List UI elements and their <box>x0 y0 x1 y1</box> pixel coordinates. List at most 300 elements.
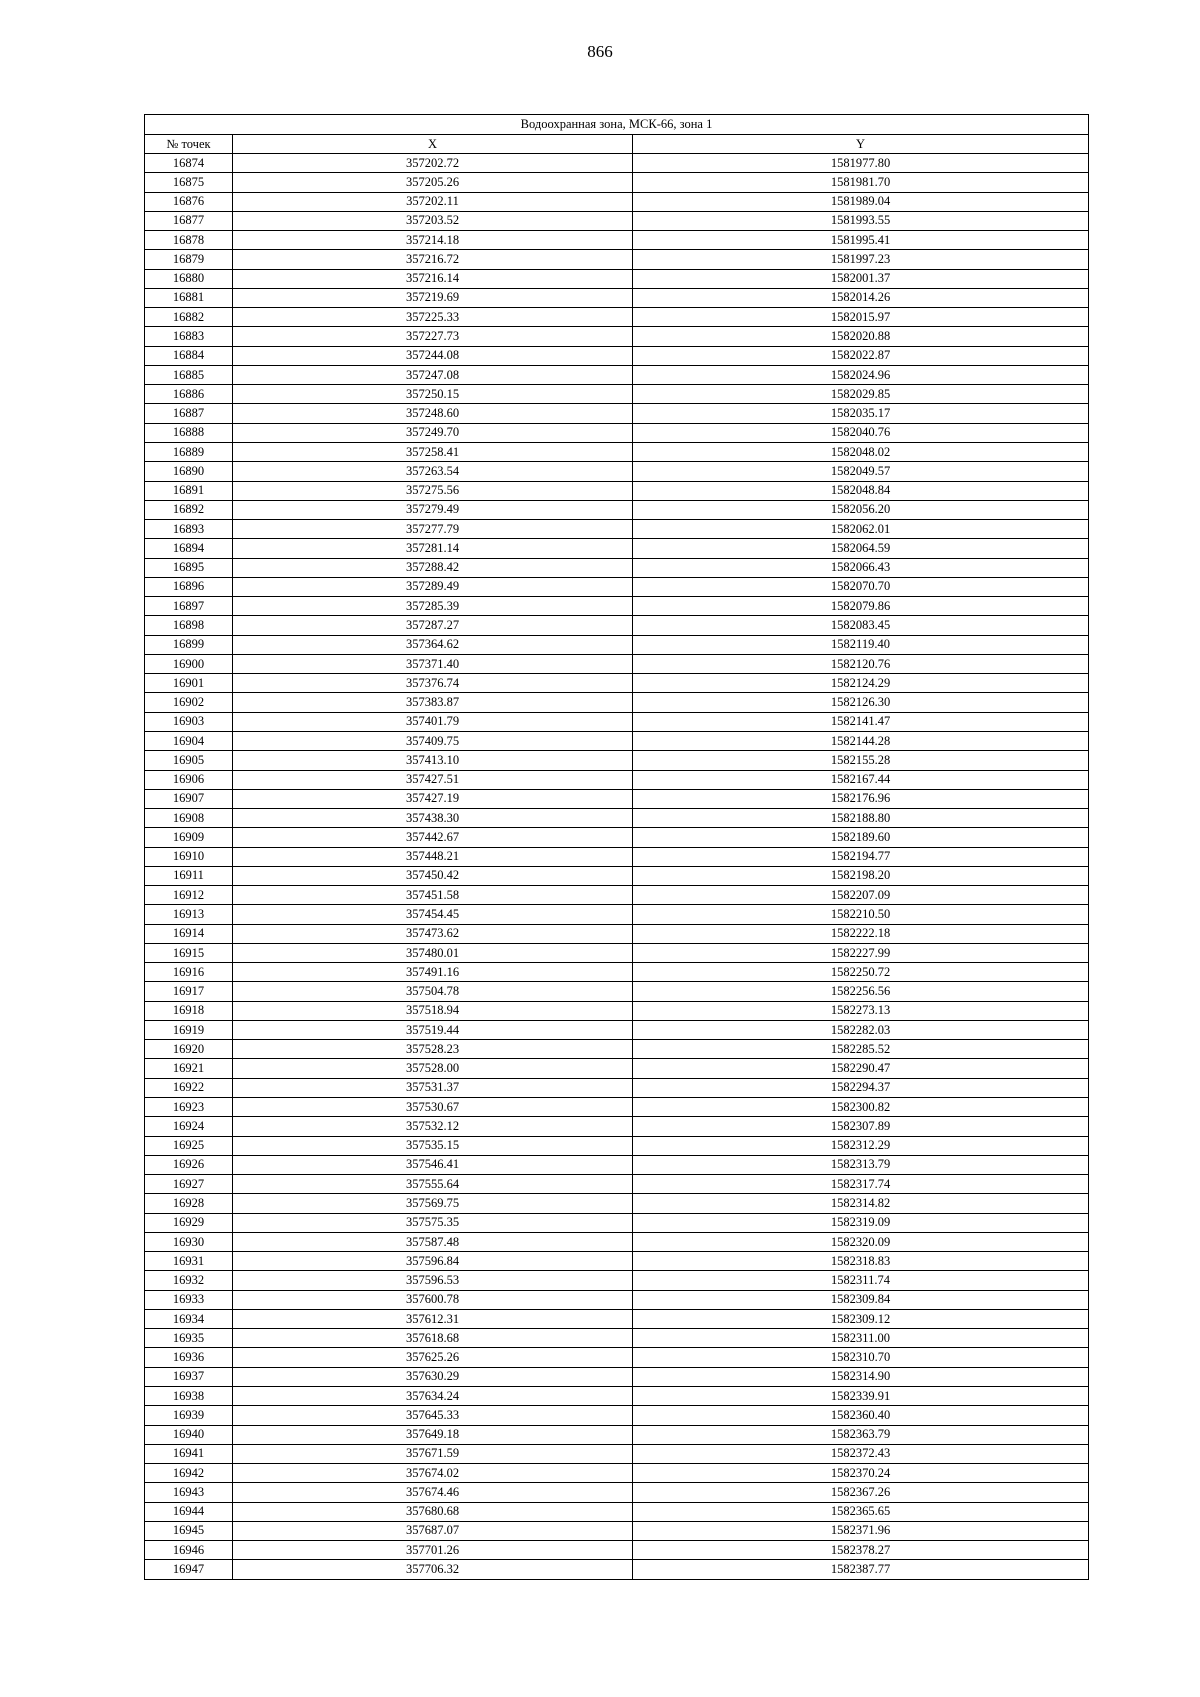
point-number-cell: 16914 <box>145 924 233 943</box>
y-coordinate-cell: 1582367.26 <box>633 1483 1089 1502</box>
table-row <box>145 481 1089 500</box>
x-coordinate-cell: 357376.74 <box>233 674 633 693</box>
point-number-cell: 16894 <box>145 539 233 558</box>
point-number-cell: 16929 <box>145 1213 233 1232</box>
point-number-cell: 16942 <box>145 1464 233 1483</box>
table-row <box>145 1309 1089 1328</box>
y-coordinate-cell: 1582227.99 <box>633 943 1089 962</box>
x-coordinate-cell: 357448.21 <box>233 847 633 866</box>
table-row <box>145 693 1089 712</box>
point-number-cell: 16922 <box>145 1078 233 1097</box>
table-row <box>145 327 1089 346</box>
point-number-cell: 16945 <box>145 1521 233 1540</box>
x-coordinate-cell: 357531.37 <box>233 1078 633 1097</box>
table-row <box>145 462 1089 481</box>
table-title-row <box>145 115 1089 135</box>
point-number-cell: 16928 <box>145 1194 233 1213</box>
y-coordinate-cell: 1582020.88 <box>633 327 1089 346</box>
x-coordinate-cell: 357600.78 <box>233 1290 633 1309</box>
table-row <box>145 520 1089 539</box>
point-number-cell: 16893 <box>145 520 233 539</box>
y-coordinate-cell: 1582273.13 <box>633 1001 1089 1020</box>
y-coordinate-cell: 1582124.29 <box>633 674 1089 693</box>
y-coordinate-cell: 1582285.52 <box>633 1040 1089 1059</box>
table-row <box>145 982 1089 1001</box>
x-coordinate-cell: 357371.40 <box>233 654 633 673</box>
table-row <box>145 1290 1089 1309</box>
x-coordinate-cell: 357575.35 <box>233 1213 633 1232</box>
point-number-cell: 16883 <box>145 327 233 346</box>
x-coordinate-cell: 357247.08 <box>233 365 633 384</box>
point-number-cell: 16895 <box>145 558 233 577</box>
x-coordinate-cell: 357277.79 <box>233 520 633 539</box>
table-row <box>145 1117 1089 1136</box>
x-coordinate-cell: 357202.72 <box>233 154 633 173</box>
y-coordinate-cell: 1582300.82 <box>633 1098 1089 1117</box>
x-coordinate-cell: 357219.69 <box>233 288 633 307</box>
table-row <box>145 847 1089 866</box>
point-number-cell: 16934 <box>145 1309 233 1328</box>
x-coordinate-cell: 357649.18 <box>233 1425 633 1444</box>
y-coordinate-cell: 1582311.74 <box>633 1271 1089 1290</box>
x-coordinate-cell: 357618.68 <box>233 1329 633 1348</box>
y-coordinate-cell: 1582309.12 <box>633 1309 1089 1328</box>
y-coordinate-cell: 1582015.97 <box>633 308 1089 327</box>
point-number-cell: 16938 <box>145 1387 233 1406</box>
point-number-cell: 16890 <box>145 462 233 481</box>
point-number-cell: 16923 <box>145 1098 233 1117</box>
x-coordinate-cell: 357281.14 <box>233 539 633 558</box>
table-row <box>145 288 1089 307</box>
x-coordinate-cell: 357364.62 <box>233 635 633 654</box>
y-coordinate-cell: 1582371.96 <box>633 1521 1089 1540</box>
table-row <box>145 192 1089 211</box>
table-row <box>145 1136 1089 1155</box>
x-coordinate-cell: 357205.26 <box>233 173 633 192</box>
y-coordinate-cell: 1582317.74 <box>633 1175 1089 1194</box>
point-number-cell: 16896 <box>145 577 233 596</box>
point-number-cell: 16887 <box>145 404 233 423</box>
point-number-cell: 16898 <box>145 616 233 635</box>
point-number-cell: 16877 <box>145 211 233 230</box>
table-row <box>145 1464 1089 1483</box>
y-coordinate-cell: 1582290.47 <box>633 1059 1089 1078</box>
y-coordinate-cell: 1582079.86 <box>633 597 1089 616</box>
y-coordinate-cell: 1582048.02 <box>633 442 1089 461</box>
table-row <box>145 154 1089 173</box>
y-coordinate-cell: 1582024.96 <box>633 365 1089 384</box>
x-coordinate-cell: 357612.31 <box>233 1309 633 1328</box>
x-coordinate-cell: 357634.24 <box>233 1387 633 1406</box>
table-row <box>145 231 1089 250</box>
x-coordinate-cell: 357427.19 <box>233 789 633 808</box>
table-row <box>145 886 1089 905</box>
table-row <box>145 173 1089 192</box>
y-coordinate-cell: 1582066.43 <box>633 558 1089 577</box>
point-number-cell: 16936 <box>145 1348 233 1367</box>
table-row <box>145 654 1089 673</box>
coordinates-table <box>144 114 1089 1580</box>
table-row <box>145 616 1089 635</box>
table-row <box>145 1194 1089 1213</box>
y-coordinate-cell: 1581993.55 <box>633 211 1089 230</box>
y-coordinate-cell: 1582188.80 <box>633 809 1089 828</box>
table-row <box>145 1232 1089 1251</box>
x-coordinate-cell: 357528.23 <box>233 1040 633 1059</box>
point-number-cell: 16897 <box>145 597 233 616</box>
y-coordinate-cell: 1582282.03 <box>633 1020 1089 1039</box>
point-number-cell: 16879 <box>145 250 233 269</box>
table-row <box>145 674 1089 693</box>
table-row <box>145 1387 1089 1406</box>
x-coordinate-cell: 357401.79 <box>233 712 633 731</box>
table-body <box>145 154 1089 1580</box>
y-coordinate-cell: 1582318.83 <box>633 1252 1089 1271</box>
column-header-x: X <box>233 135 633 154</box>
y-coordinate-cell: 1582307.89 <box>633 1117 1089 1136</box>
y-coordinate-cell: 1582294.37 <box>633 1078 1089 1097</box>
point-number-cell: 16935 <box>145 1329 233 1348</box>
x-coordinate-cell: 357519.44 <box>233 1020 633 1039</box>
y-coordinate-cell: 1582014.26 <box>633 288 1089 307</box>
x-coordinate-cell: 357555.64 <box>233 1175 633 1194</box>
table-row <box>145 1059 1089 1078</box>
table-row <box>145 731 1089 750</box>
x-coordinate-cell: 357248.60 <box>233 404 633 423</box>
table-row <box>145 269 1089 288</box>
x-coordinate-cell: 357687.07 <box>233 1521 633 1540</box>
x-coordinate-cell: 357480.01 <box>233 943 633 962</box>
table-row <box>145 1329 1089 1348</box>
point-number-cell: 16905 <box>145 751 233 770</box>
y-coordinate-cell: 1582372.43 <box>633 1444 1089 1463</box>
table-row <box>145 346 1089 365</box>
x-coordinate-cell: 357427.51 <box>233 770 633 789</box>
table-row <box>145 1502 1089 1521</box>
table-row <box>145 1155 1089 1174</box>
x-coordinate-cell: 357450.42 <box>233 866 633 885</box>
table-row <box>145 500 1089 519</box>
point-number-cell: 16926 <box>145 1155 233 1174</box>
y-coordinate-cell: 1582314.90 <box>633 1367 1089 1386</box>
y-coordinate-cell: 1581995.41 <box>633 231 1089 250</box>
table-row <box>145 905 1089 924</box>
y-coordinate-cell: 1582360.40 <box>633 1406 1089 1425</box>
x-coordinate-cell: 357249.70 <box>233 423 633 442</box>
y-coordinate-cell: 1582319.09 <box>633 1213 1089 1232</box>
point-number-cell: 16891 <box>145 481 233 500</box>
x-coordinate-cell: 357528.00 <box>233 1059 633 1078</box>
x-coordinate-cell: 357630.29 <box>233 1367 633 1386</box>
x-coordinate-cell: 357203.52 <box>233 211 633 230</box>
x-coordinate-cell: 357442.67 <box>233 828 633 847</box>
point-number-cell: 16882 <box>145 308 233 327</box>
page-number: 866 <box>587 42 613 61</box>
point-number-cell: 16884 <box>145 346 233 365</box>
table-row <box>145 924 1089 943</box>
point-number-cell: 16876 <box>145 192 233 211</box>
y-coordinate-cell: 1582256.56 <box>633 982 1089 1001</box>
y-coordinate-cell: 1582029.85 <box>633 385 1089 404</box>
point-number-cell: 16947 <box>145 1560 233 1579</box>
y-coordinate-cell: 1582064.59 <box>633 539 1089 558</box>
table-row <box>145 828 1089 847</box>
table-row <box>145 1521 1089 1540</box>
table-head <box>145 115 1089 154</box>
point-number-cell: 16911 <box>145 866 233 885</box>
table-row <box>145 1213 1089 1232</box>
point-number-cell: 16921 <box>145 1059 233 1078</box>
point-number-cell: 16939 <box>145 1406 233 1425</box>
point-number-cell: 16875 <box>145 173 233 192</box>
y-coordinate-cell: 1582141.47 <box>633 712 1089 731</box>
x-coordinate-cell: 357227.73 <box>233 327 633 346</box>
y-coordinate-cell: 1582314.82 <box>633 1194 1089 1213</box>
table-row <box>145 1367 1089 1386</box>
table-row <box>145 789 1089 808</box>
table-row <box>145 770 1089 789</box>
x-coordinate-cell: 357454.45 <box>233 905 633 924</box>
point-number-cell: 16900 <box>145 654 233 673</box>
x-coordinate-cell: 357279.49 <box>233 500 633 519</box>
point-number-cell: 16912 <box>145 886 233 905</box>
y-coordinate-cell: 1582176.96 <box>633 789 1089 808</box>
x-coordinate-cell: 357244.08 <box>233 346 633 365</box>
table-row <box>145 442 1089 461</box>
y-coordinate-cell: 1582049.57 <box>633 462 1089 481</box>
point-number-cell: 16920 <box>145 1040 233 1059</box>
y-coordinate-cell: 1582207.09 <box>633 886 1089 905</box>
x-coordinate-cell: 357546.41 <box>233 1155 633 1174</box>
y-coordinate-cell: 1582070.70 <box>633 577 1089 596</box>
table-row <box>145 597 1089 616</box>
y-coordinate-cell: 1582022.87 <box>633 346 1089 365</box>
point-number-cell: 16903 <box>145 712 233 731</box>
x-coordinate-cell: 357285.39 <box>233 597 633 616</box>
y-coordinate-cell: 1582198.20 <box>633 866 1089 885</box>
point-number-cell: 16941 <box>145 1444 233 1463</box>
table-row <box>145 1252 1089 1271</box>
point-number-cell: 16946 <box>145 1541 233 1560</box>
point-number-cell: 16918 <box>145 1001 233 1020</box>
table-row <box>145 1271 1089 1290</box>
table-row <box>145 539 1089 558</box>
y-coordinate-cell: 1582083.45 <box>633 616 1089 635</box>
table-row <box>145 1078 1089 1097</box>
point-number-cell: 16885 <box>145 365 233 384</box>
point-number-cell: 16915 <box>145 943 233 962</box>
y-coordinate-cell: 1582312.29 <box>633 1136 1089 1155</box>
y-coordinate-cell: 1582387.77 <box>633 1560 1089 1579</box>
x-coordinate-cell: 357289.49 <box>233 577 633 596</box>
x-coordinate-cell: 357518.94 <box>233 1001 633 1020</box>
x-coordinate-cell: 357674.02 <box>233 1464 633 1483</box>
x-coordinate-cell: 357438.30 <box>233 809 633 828</box>
x-coordinate-cell: 357383.87 <box>233 693 633 712</box>
point-number-cell: 16908 <box>145 809 233 828</box>
table-row <box>145 635 1089 654</box>
point-number-cell: 16902 <box>145 693 233 712</box>
point-number-cell: 16944 <box>145 1502 233 1521</box>
table-row <box>145 1175 1089 1194</box>
point-number-cell: 16943 <box>145 1483 233 1502</box>
x-coordinate-cell: 357202.11 <box>233 192 633 211</box>
y-coordinate-cell: 1582210.50 <box>633 905 1089 924</box>
table-row <box>145 558 1089 577</box>
y-coordinate-cell: 1582378.27 <box>633 1541 1089 1560</box>
table-row <box>145 1040 1089 1059</box>
point-number-cell: 16925 <box>145 1136 233 1155</box>
table-row <box>145 423 1089 442</box>
x-coordinate-cell: 357451.58 <box>233 886 633 905</box>
table-row <box>145 1483 1089 1502</box>
x-coordinate-cell: 357413.10 <box>233 751 633 770</box>
point-number-cell: 16927 <box>145 1175 233 1194</box>
y-coordinate-cell: 1582126.30 <box>633 693 1089 712</box>
table-row <box>145 866 1089 885</box>
table-row <box>145 1541 1089 1560</box>
point-number-cell: 16874 <box>145 154 233 173</box>
y-coordinate-cell: 1581989.04 <box>633 192 1089 211</box>
y-coordinate-cell: 1582035.17 <box>633 404 1089 423</box>
table-row <box>145 365 1089 384</box>
x-coordinate-cell: 357473.62 <box>233 924 633 943</box>
x-coordinate-cell: 357625.26 <box>233 1348 633 1367</box>
table-row <box>145 943 1089 962</box>
table-row <box>145 1406 1089 1425</box>
y-coordinate-cell: 1582189.60 <box>633 828 1089 847</box>
x-coordinate-cell: 357250.15 <box>233 385 633 404</box>
table-row <box>145 1001 1089 1020</box>
point-number-cell: 16881 <box>145 288 233 307</box>
point-number-cell: 16910 <box>145 847 233 866</box>
y-coordinate-cell: 1582310.70 <box>633 1348 1089 1367</box>
y-coordinate-cell: 1582056.20 <box>633 500 1089 519</box>
x-coordinate-cell: 357275.56 <box>233 481 633 500</box>
y-coordinate-cell: 1582370.24 <box>633 1464 1089 1483</box>
point-number-cell: 16899 <box>145 635 233 654</box>
point-number-cell: 16917 <box>145 982 233 1001</box>
x-coordinate-cell: 357674.46 <box>233 1483 633 1502</box>
table-row <box>145 963 1089 982</box>
point-number-cell: 16931 <box>145 1252 233 1271</box>
x-coordinate-cell: 357216.14 <box>233 269 633 288</box>
point-number-cell: 16892 <box>145 500 233 519</box>
y-coordinate-cell: 1581977.80 <box>633 154 1089 173</box>
x-coordinate-cell: 357596.84 <box>233 1252 633 1271</box>
y-coordinate-cell: 1582194.77 <box>633 847 1089 866</box>
y-coordinate-cell: 1582040.76 <box>633 423 1089 442</box>
point-number-cell: 16937 <box>145 1367 233 1386</box>
x-coordinate-cell: 357671.59 <box>233 1444 633 1463</box>
y-coordinate-cell: 1582001.37 <box>633 269 1089 288</box>
table-row <box>145 1444 1089 1463</box>
y-coordinate-cell: 1582155.28 <box>633 751 1089 770</box>
x-coordinate-cell: 357532.12 <box>233 1117 633 1136</box>
y-coordinate-cell: 1582144.28 <box>633 731 1089 750</box>
point-number-cell: 16878 <box>145 231 233 250</box>
x-coordinate-cell: 357706.32 <box>233 1560 633 1579</box>
x-coordinate-cell: 357491.16 <box>233 963 633 982</box>
point-number-cell: 16916 <box>145 963 233 982</box>
column-header-y: Y <box>633 135 1089 154</box>
y-coordinate-cell: 1582048.84 <box>633 481 1089 500</box>
table-row <box>145 809 1089 828</box>
table-row <box>145 404 1089 423</box>
table-row <box>145 211 1089 230</box>
x-coordinate-cell: 357225.33 <box>233 308 633 327</box>
x-coordinate-cell: 357258.41 <box>233 442 633 461</box>
y-coordinate-cell: 1582062.01 <box>633 520 1089 539</box>
table-row <box>145 712 1089 731</box>
x-coordinate-cell: 357409.75 <box>233 731 633 750</box>
y-coordinate-cell: 1582320.09 <box>633 1232 1089 1251</box>
point-number-cell: 16940 <box>145 1425 233 1444</box>
point-number-cell: 16888 <box>145 423 233 442</box>
y-coordinate-cell: 1582313.79 <box>633 1155 1089 1174</box>
point-number-cell: 16924 <box>145 1117 233 1136</box>
point-number-cell: 16904 <box>145 731 233 750</box>
point-number-cell: 16909 <box>145 828 233 847</box>
y-coordinate-cell: 1582339.91 <box>633 1387 1089 1406</box>
table-row <box>145 1425 1089 1444</box>
table-row <box>145 250 1089 269</box>
point-number-cell: 16913 <box>145 905 233 924</box>
y-coordinate-cell: 1582222.18 <box>633 924 1089 943</box>
x-coordinate-cell: 357263.54 <box>233 462 633 481</box>
table-row <box>145 1020 1089 1039</box>
point-number-cell: 16906 <box>145 770 233 789</box>
point-number-cell: 16886 <box>145 385 233 404</box>
x-coordinate-cell: 357680.68 <box>233 1502 633 1521</box>
y-coordinate-cell: 1581981.70 <box>633 173 1089 192</box>
point-number-cell: 16933 <box>145 1290 233 1309</box>
y-coordinate-cell: 1582311.00 <box>633 1329 1089 1348</box>
table-row <box>145 1098 1089 1117</box>
table-row <box>145 308 1089 327</box>
x-coordinate-cell: 357645.33 <box>233 1406 633 1425</box>
point-number-cell: 16919 <box>145 1020 233 1039</box>
y-coordinate-cell: 1582250.72 <box>633 963 1089 982</box>
y-coordinate-cell: 1582120.76 <box>633 654 1089 673</box>
x-coordinate-cell: 357214.18 <box>233 231 633 250</box>
x-coordinate-cell: 357701.26 <box>233 1541 633 1560</box>
point-number-cell: 16907 <box>145 789 233 808</box>
x-coordinate-cell: 357596.53 <box>233 1271 633 1290</box>
table-row <box>145 577 1089 596</box>
table-header-row <box>145 135 1089 154</box>
y-coordinate-cell: 1582119.40 <box>633 635 1089 654</box>
x-coordinate-cell: 357587.48 <box>233 1232 633 1251</box>
table-row <box>145 385 1089 404</box>
x-coordinate-cell: 357216.72 <box>233 250 633 269</box>
y-coordinate-cell: 1582309.84 <box>633 1290 1089 1309</box>
x-coordinate-cell: 357288.42 <box>233 558 633 577</box>
x-coordinate-cell: 357504.78 <box>233 982 633 1001</box>
point-number-cell: 16932 <box>145 1271 233 1290</box>
x-coordinate-cell: 357530.67 <box>233 1098 633 1117</box>
point-number-cell: 16889 <box>145 442 233 461</box>
x-coordinate-cell: 357287.27 <box>233 616 633 635</box>
point-number-cell: 16880 <box>145 269 233 288</box>
y-coordinate-cell: 1582363.79 <box>633 1425 1089 1444</box>
y-coordinate-cell: 1581997.23 <box>633 250 1089 269</box>
y-coordinate-cell: 1582167.44 <box>633 770 1089 789</box>
table-row <box>145 1348 1089 1367</box>
table-title: Водоохранная зона, МСК-66, зона 1 <box>145 115 1089 135</box>
x-coordinate-cell: 357569.75 <box>233 1194 633 1213</box>
table-row <box>145 751 1089 770</box>
